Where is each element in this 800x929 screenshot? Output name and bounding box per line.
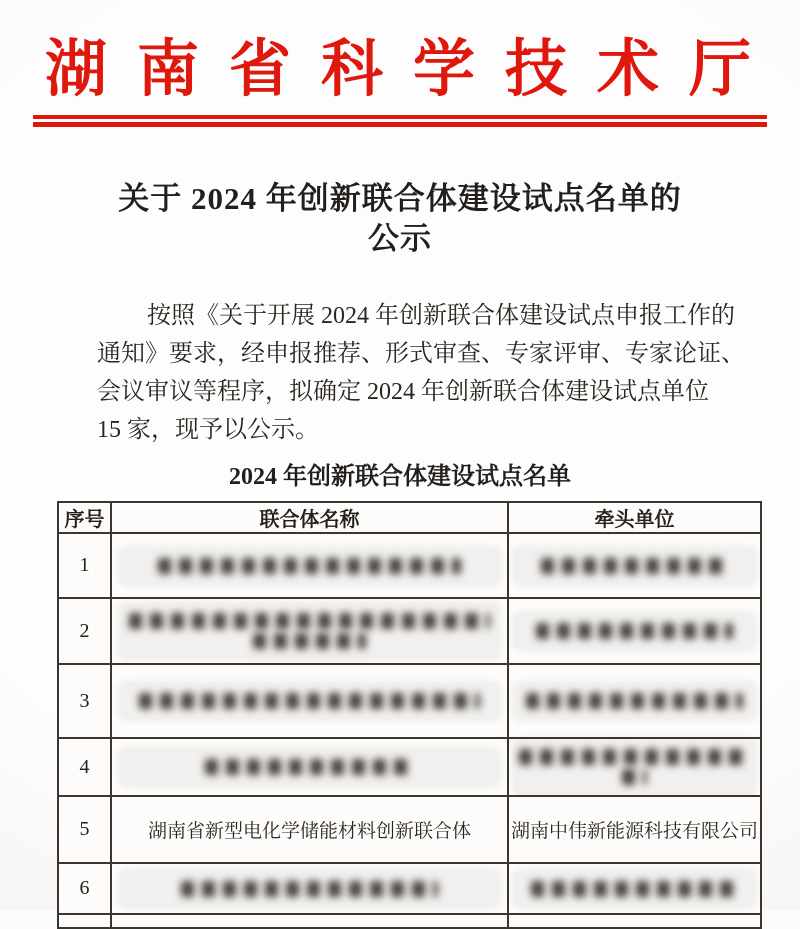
notice-title-line-1: 关于 2024 年创新联合体建设试点名单的: [118, 181, 682, 216]
blurred-redacted-text: [514, 548, 755, 584]
lead-unit-cell: [508, 598, 761, 664]
row-number: 5: [58, 796, 111, 863]
masthead-divider: [33, 115, 767, 127]
col-header-no: 序号: [58, 502, 111, 533]
lead-unit-cell: [508, 914, 761, 928]
row-number: 3: [58, 664, 111, 738]
consortium-name-cell: 湖南省新型电化学储能材料创新联合体: [111, 796, 508, 863]
blurred-redacted-text: [120, 749, 499, 785]
blurred-redacted-text: [514, 613, 755, 649]
table-row: [58, 796, 761, 863]
blurred-redacted-text: [120, 548, 499, 584]
blurred-redacted-text: [120, 603, 499, 659]
col-header-name: 联合体名称: [111, 502, 508, 533]
blurred-redacted-text: [514, 871, 755, 907]
notice-title: [0, 179, 800, 259]
consortium-name-cell: [111, 863, 508, 914]
lead-unit-cell: [508, 664, 761, 738]
table-row: [58, 863, 761, 914]
blurred-redacted-text: [514, 683, 755, 719]
body-line-2: 通知》要求，经申报推荐、形式审查、专家评审、专家论证、: [97, 341, 745, 367]
blurred-redacted-text: [120, 683, 499, 719]
consortium-name-cell: [111, 664, 508, 738]
divider-thin-line: [33, 115, 767, 119]
table-row: [58, 598, 761, 664]
row-number: 2: [58, 598, 111, 664]
blurred-redacted-text: [120, 871, 499, 907]
col-header-lead: 牵头单位: [508, 502, 761, 533]
table-title: 2024 年创新联合体建设试点名单: [229, 464, 571, 490]
lead-unit-cell: [508, 738, 761, 796]
table-row: [58, 738, 761, 796]
row-number: 4: [58, 738, 111, 796]
consortium-name-cell: [111, 598, 508, 664]
table-header-row: [58, 502, 761, 533]
lead-unit-cell: [508, 533, 761, 598]
lead-unit-cell: 湖南中伟新能源科技有限公司: [508, 796, 761, 863]
consortium-name-cell: [111, 533, 508, 598]
agency-masthead: 湖南省科学技术厅: [44, 36, 781, 104]
consortium-name-cell: [111, 738, 508, 796]
body-line-4: 15 家，现予以公示。: [97, 417, 319, 443]
body-line-1: 按照《关于开展 2024 年创新联合体建设试点申报工作的: [147, 303, 735, 329]
lead-unit-cell: [508, 863, 761, 914]
row-number: [58, 914, 111, 928]
notice-title-line-2: 公示: [368, 221, 432, 256]
divider-thick-line: [33, 122, 767, 127]
consortium-name-cell: [111, 914, 508, 928]
pilot-list-table: [57, 501, 762, 929]
body-line-3: 会议审议等程序，拟确定 2024 年创新联合体建设试点单位: [97, 379, 709, 405]
notice-body: [97, 297, 745, 449]
blurred-redacted-text: [514, 739, 755, 795]
table-row: [58, 664, 761, 738]
row-number: 1: [58, 533, 111, 598]
table-row-partial: [58, 914, 761, 928]
row-number: 6: [58, 863, 111, 914]
table-row: [58, 533, 761, 598]
